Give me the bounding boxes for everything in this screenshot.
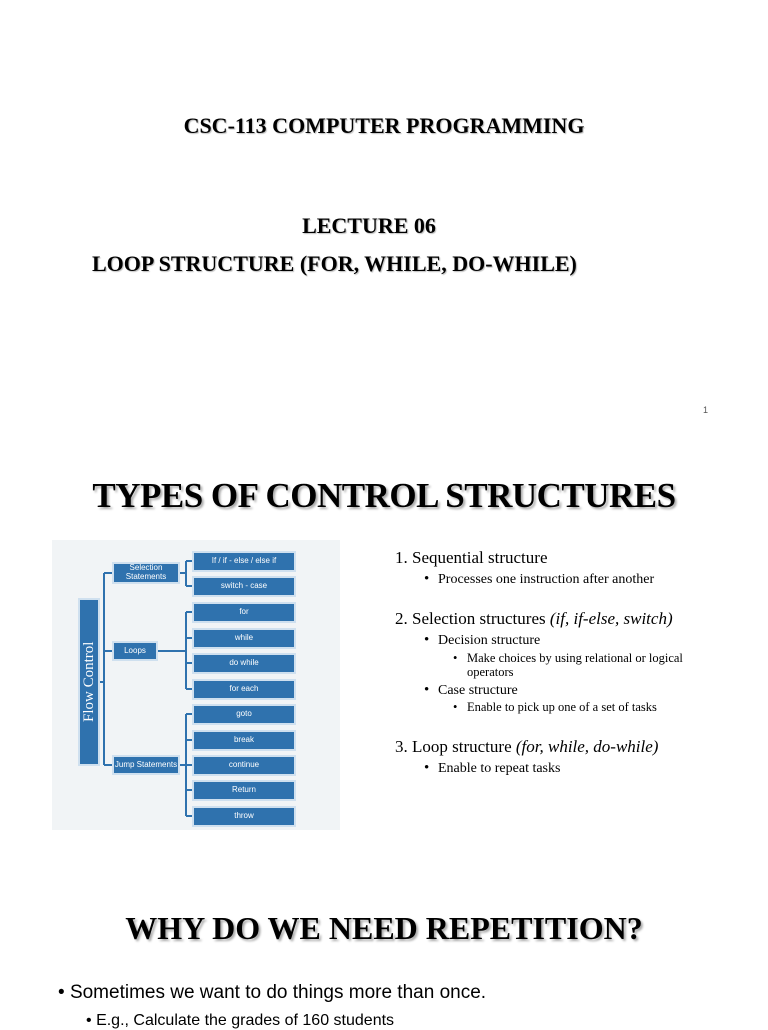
diagram-item-for-each xyxy=(192,679,296,700)
diagram-item-label: while xyxy=(234,633,254,643)
item-selection-text: 2. Selection structures xyxy=(395,609,550,628)
diagram-item-label: for xyxy=(239,607,249,617)
diagram-item-throw xyxy=(192,806,296,827)
flow-control-diagram xyxy=(52,540,340,830)
slide-title: TYPES OF CONTROL STRUCTURES xyxy=(92,476,676,515)
diagram-item-label: If / if - else / else if xyxy=(211,556,277,566)
course-title: CSC-113 COMPUTER PROGRAMMING xyxy=(183,113,585,138)
bullet-sometimes xyxy=(58,982,486,1004)
page-number: 1 xyxy=(703,405,709,415)
slide-1 xyxy=(0,0,768,440)
item-loop-text: 3. Loop structure xyxy=(395,737,516,756)
jump-statements-label: Jump Statements xyxy=(114,759,178,769)
bullet-example-text: E.g., Calculate the grades of 160 students xyxy=(96,1012,395,1029)
bullet: • xyxy=(424,760,430,776)
diagram-item-label: for each xyxy=(229,684,259,694)
loops-label: Loops xyxy=(124,645,146,655)
diagram-item-goto xyxy=(192,704,296,725)
loops-box xyxy=(112,641,158,661)
item-loop-italic: (for, while, do-while) xyxy=(515,737,659,756)
flow-control-label: Flow Control xyxy=(80,641,97,723)
diagram-item-do-while xyxy=(192,653,296,674)
diagram-item-label: switch - case xyxy=(220,581,268,591)
slide-title: WHY DO WE NEED REPETITION? xyxy=(125,910,643,946)
slide-3 xyxy=(0,880,768,1029)
bullet: • xyxy=(453,651,458,665)
diagram-item-if-else xyxy=(192,551,296,572)
diagram-item-label: continue xyxy=(228,760,260,770)
jump-statements-box xyxy=(112,755,180,775)
item-loop xyxy=(395,737,658,757)
diagram-item-label: do while xyxy=(229,658,259,668)
diagram-item-label: goto xyxy=(236,709,252,719)
item-selection-italic: (if, if-else, switch) xyxy=(549,609,673,628)
item-decision-desc-line2: operators xyxy=(467,665,514,679)
diagram-item-return xyxy=(192,780,296,801)
flow-control-box xyxy=(78,598,100,766)
diagram-item-continue xyxy=(192,755,296,776)
diagram-item-while xyxy=(192,628,296,649)
bullet: • xyxy=(58,982,65,1003)
bullet-example xyxy=(86,1012,394,1030)
selection-statements-box xyxy=(112,562,180,584)
diagram-item-label: break xyxy=(233,735,254,745)
diagram-item-label: Return xyxy=(231,785,256,795)
selection-statements-label: Selection Statements xyxy=(125,563,167,581)
bullet-sometimes-text: Sometimes we want to do things more than once. xyxy=(69,982,487,1003)
item-sequential: 1. Sequential structure xyxy=(395,548,548,567)
diagram-item-for xyxy=(192,602,296,623)
lecture-title: LOOP STRUCTURE (FOR, WHILE, DO-WHILE) xyxy=(92,251,577,276)
bullet: • xyxy=(424,632,430,648)
diagram-item-label: throw xyxy=(234,811,254,821)
diagram-item-switch-case xyxy=(192,576,296,597)
item-case-desc: Enable to pick up one of a set of tasks xyxy=(467,700,657,714)
item-loop-sub: Enable to repeat tasks xyxy=(438,761,561,776)
item-selection xyxy=(395,609,673,629)
bullet: • xyxy=(424,571,430,587)
item-sequential-sub: Processes one instruction after another xyxy=(438,572,655,587)
diagram-item-break xyxy=(192,730,296,751)
lecture-number: LECTURE 06 xyxy=(302,213,436,238)
bullet: • xyxy=(424,682,430,698)
slide-2 xyxy=(0,440,768,880)
bullet: • xyxy=(86,1012,92,1029)
item-decision-desc-line1: Make choices by using relational or logical xyxy=(467,651,683,665)
item-case-structure: Case structure xyxy=(438,683,518,698)
bullet: • xyxy=(453,700,458,714)
item-decision-structure: Decision structure xyxy=(438,633,541,648)
